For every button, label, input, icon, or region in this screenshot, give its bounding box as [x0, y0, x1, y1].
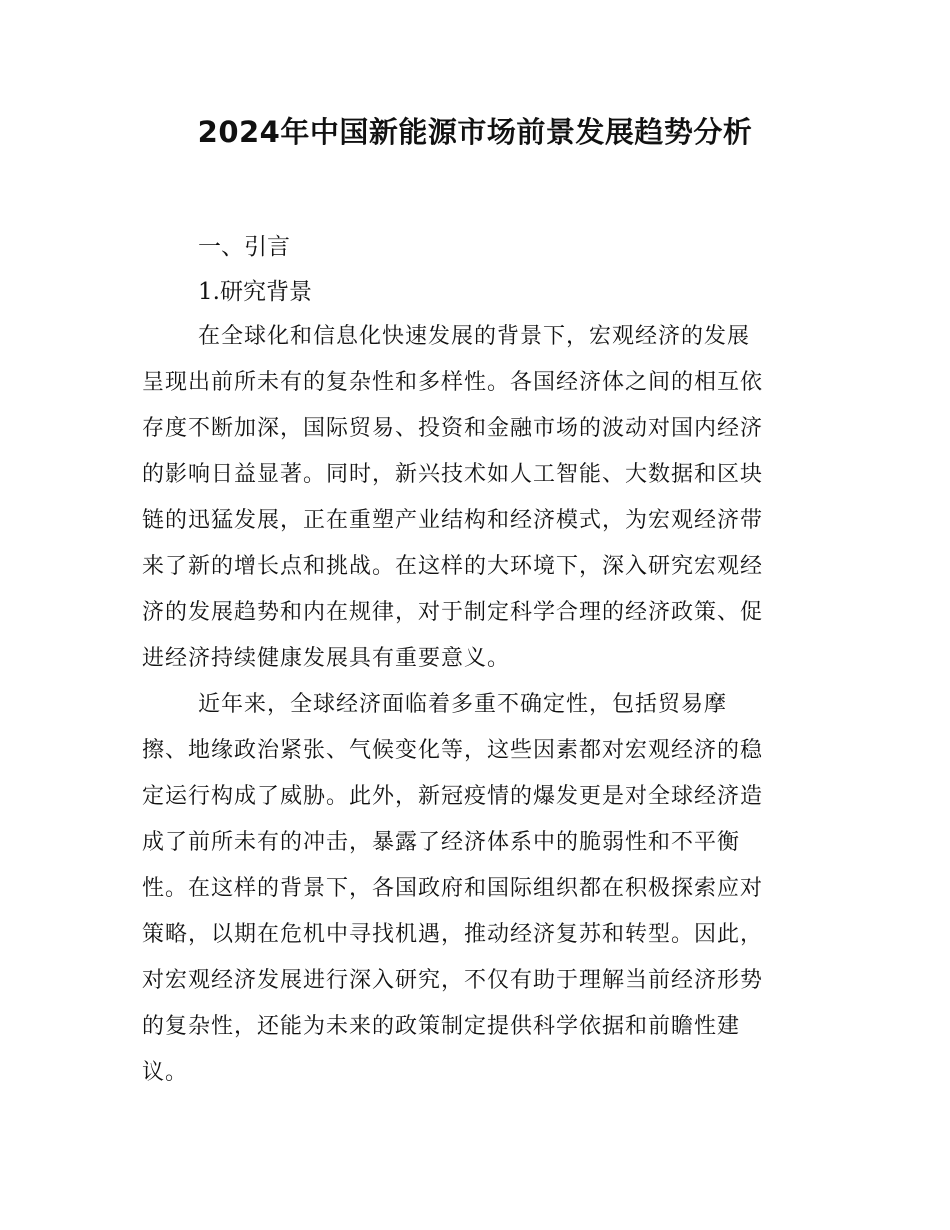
paragraph-line: 进经济持续健康发展具有重要意义。 [142, 646, 511, 671]
paragraph-line: 议。 [142, 1060, 189, 1085]
paragraph-line: 对宏观经济发展进行深入研究，不仅有助于理解当前经济形势 [142, 968, 764, 993]
subsection-heading-research-background: 1.研究背景 [198, 279, 312, 305]
paragraph-line: 来了新的增长点和挑战。在这样的大环境下，深入研究宏观经 [142, 554, 764, 579]
paragraph-line: 策略，以期在危机中寻找机遇，推动经济复苏和转型。因此， [142, 922, 764, 947]
paragraph-line: 济的发展趋势和内在规律，对于制定科学合理的经济政策、促 [142, 600, 764, 625]
document-title: 2024年中国新能源市场前景发展趋势分析 [197, 115, 753, 149]
paragraph-line: 在全球化和信息化快速发展的背景下，宏观经济的发展 [198, 324, 751, 349]
paragraph-line: 性。在这样的背景下，各国政府和国际组织都在积极探索应对 [142, 876, 764, 901]
paragraph-line: 呈现出前所未有的复杂性和多样性。各国经济体之间的相互依 [142, 370, 764, 395]
paragraph-line: 擦、地缘政治紧张、气候变化等，这些因素都对宏观经济的稳 [142, 738, 764, 763]
section-heading-introduction: 一、引言 [198, 234, 290, 260]
paragraph-line: 的复杂性，还能为未来的政策制定提供科学依据和前瞻性建 [142, 1014, 741, 1039]
paragraph-line: 定运行构成了威胁。此外，新冠疫情的爆发更是对全球经济造 [142, 784, 764, 809]
paragraph-line: 的影响日益显著。同时，新兴技术如人工智能、大数据和区块 [142, 462, 764, 487]
paragraph-line: 链的迅猛发展，正在重塑产业结构和经济模式，为宏观经济带 [142, 508, 764, 533]
paragraph-line: 存度不断加深，国际贸易、投资和金融市场的波动对国内经济 [142, 416, 764, 441]
paragraph-line: 成了前所未有的冲击，暴露了经济体系中的脆弱性和不平衡 [142, 830, 741, 855]
paragraph-line: 近年来，全球经济面临着多重不确定性，包括贸易摩 [198, 692, 728, 717]
